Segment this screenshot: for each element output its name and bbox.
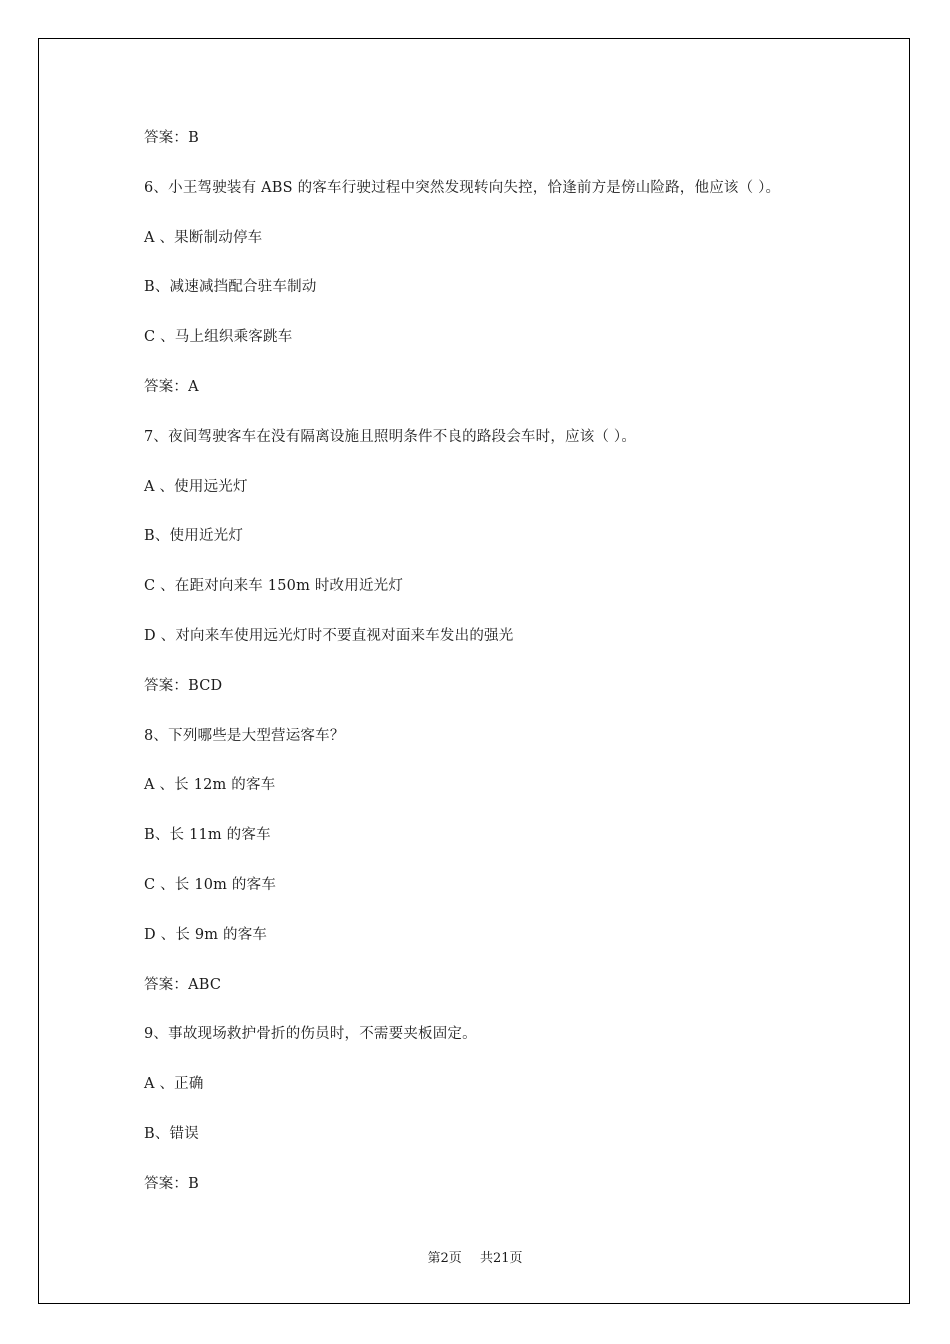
- option-8a: A 、长 12m 的客车: [144, 777, 276, 794]
- question-8: 8、下列哪些是大型营运客车？: [144, 727, 345, 744]
- question-7: 7、夜间驾驶客车在没有隔离设施且照明条件不良的路段会车时，应该（ ）。: [144, 428, 637, 445]
- answer-8: 答案：ABC: [144, 976, 222, 993]
- option-8d: D 、长 9m 的客车: [144, 926, 268, 943]
- option-8b: B、长 11m 的客车: [144, 827, 271, 844]
- option-7b: B、使用近光灯: [144, 528, 244, 545]
- answer-6: 答案：A: [144, 378, 199, 395]
- option-7c: C 、在距对向来车 150m 时改用近光灯: [144, 578, 404, 595]
- option-8c: C 、长 10m 的客车: [144, 876, 277, 893]
- page-total: 共21页: [479, 1251, 523, 1266]
- question-9: 9、事故现场救护骨折的伤员时，不需要夹板固定。: [144, 1026, 477, 1043]
- page-footer: [0, 1247, 950, 1266]
- option-6b: B、减速减挡配合驻车制动: [144, 279, 317, 296]
- question-6: 6、小王驾驶装有 ABS 的客车行驶过程中突然发现转向失控，恰逢前方是傍山险路，他应该（ ）。: [144, 179, 781, 196]
- page-number: 第2页: [427, 1251, 462, 1266]
- option-6c: C 、马上组织乘客跳车: [144, 329, 293, 346]
- answer-5: 答案：B: [144, 130, 199, 146]
- document-body: [144, 126, 864, 1222]
- option-6a: A 、果断制动停车: [144, 229, 263, 246]
- option-7d: D 、对向来车使用远光灯时不要直视对面来车发出的强光: [144, 627, 514, 644]
- answer-9: 答案：B: [144, 1175, 199, 1192]
- option-9b: B、错误: [144, 1125, 199, 1142]
- answer-7: 答案：BCD: [144, 677, 223, 694]
- option-7a: A 、使用远光灯: [144, 478, 248, 495]
- option-9a: A 、正确: [144, 1076, 204, 1093]
